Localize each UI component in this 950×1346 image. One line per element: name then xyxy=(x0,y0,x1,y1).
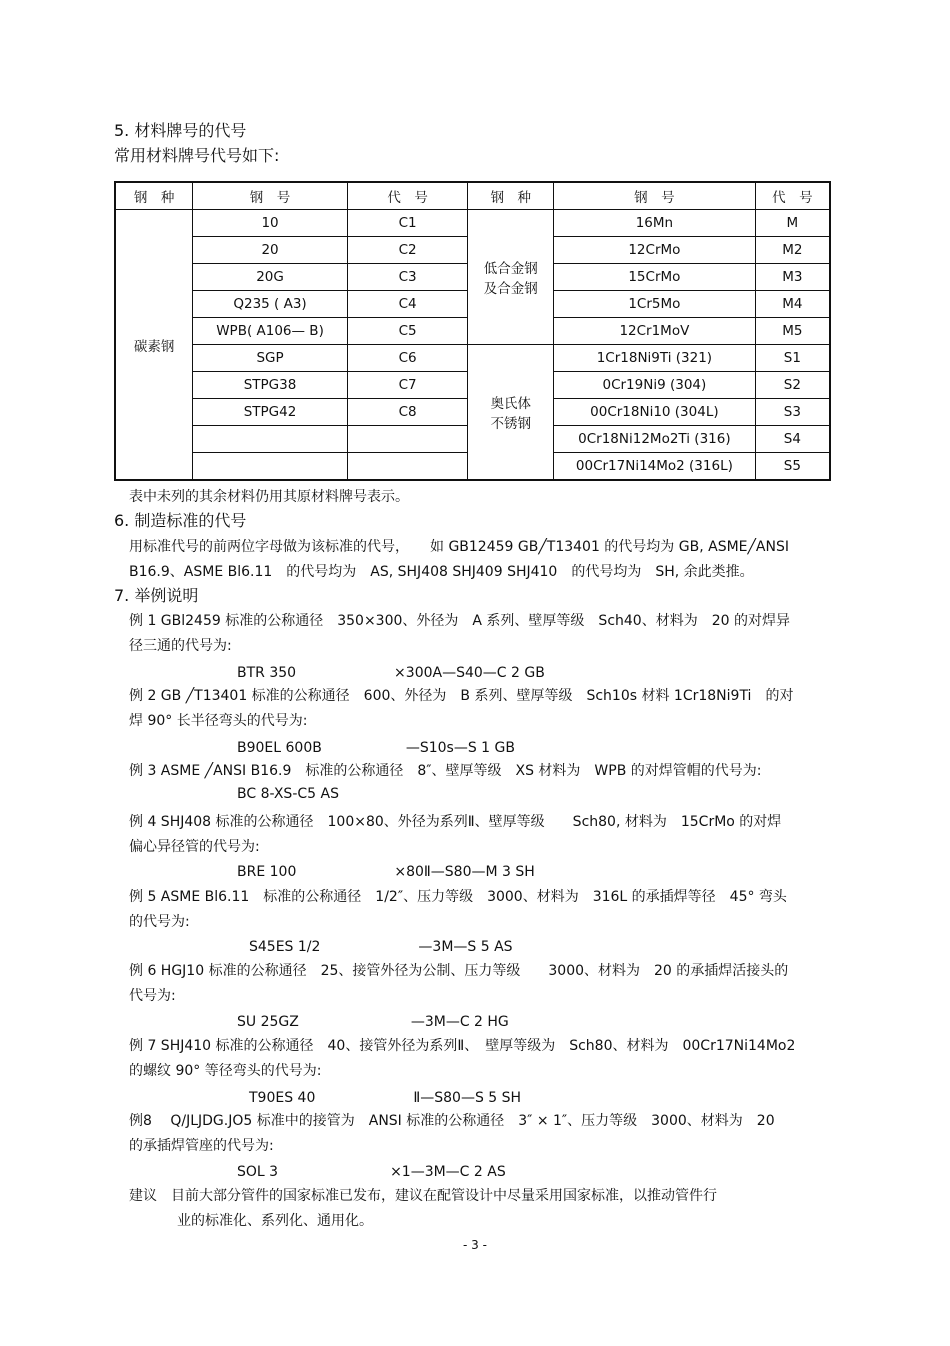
example-text: 例8 Q/JLJDG.JO5 标准中的接管为 ANSI 标准的公称通径 3″ × 1″、压力等级 3000、材料为 20 xyxy=(129,1113,775,1129)
header-cell: 钢 种 xyxy=(115,182,193,210)
section7-heading: 7. 举例说明 xyxy=(114,586,199,605)
header-cell: 钢 种 xyxy=(468,182,554,210)
code-cell: C1 xyxy=(347,210,468,237)
code-cell: S1 xyxy=(755,345,830,372)
grade-cell: 16Mn xyxy=(554,210,756,237)
code-cell: C7 xyxy=(347,372,468,399)
header-cell: 代 号 xyxy=(755,182,830,210)
group-carbon-steel: 碳素钢 xyxy=(115,210,193,481)
suggestion-line: 业的标准化、系列化、通用化。 xyxy=(177,1213,373,1229)
example-code: SU 25GZ —3M—C 2 HG xyxy=(237,1014,509,1030)
example-text: 的螺纹 90° 等径弯头的代号为: xyxy=(129,1063,322,1079)
code-cell: C4 xyxy=(347,291,468,318)
grade-cell: WPB( A106— B) xyxy=(193,318,348,345)
grade-cell: Q235 ( A3) xyxy=(193,291,348,318)
section6-line: 用标准代号的前两位字母做为该标准的代号， 如 GB12459 GB╱T13401 的代号均为 GB, ASME╱ANSI xyxy=(129,539,789,555)
grade-cell xyxy=(193,453,348,481)
grade-cell: 1Cr5Mo xyxy=(554,291,756,318)
example-text: 的承插焊管座的代号为: xyxy=(129,1138,274,1154)
section6-line: B16.9、ASME Bl6.11 的代号均为 AS, SHJ408 SHJ409 SHJ410 的代号均为 SH, 余此类推。 xyxy=(129,564,754,580)
grade-cell: 0Cr18Ni12Mo2Ti (316) xyxy=(554,426,756,453)
code-cell: M3 xyxy=(755,264,830,291)
example-text: 例 5 ASME Bl6.11 标准的公称通径 1/2″、压力等级 3000、材料为 316L 的承插焊等径 45° 弯头 xyxy=(129,889,787,905)
example-text: 例 6 HGJ10 标准的公称通径 25、接管外径为公制、压力等级 3000、材料为 20 的承插焊活接头的 xyxy=(129,963,789,979)
example-code: BC 8-XS-C5 AS xyxy=(237,786,339,802)
grade-cell: 12Cr1MoV xyxy=(554,318,756,345)
example-text: 偏心异径管的代号为: xyxy=(129,839,260,855)
group-label-line: 及合金钢 xyxy=(483,281,538,297)
example-text: 焊 90° 长半径弯头的代号为: xyxy=(129,713,308,729)
section5-heading: 5. 材料牌号的代号 xyxy=(114,121,247,140)
section6-heading: 6. 制造标准的代号 xyxy=(114,511,247,530)
page-number: - 3 - xyxy=(463,1238,487,1252)
example-text: 例 7 SHJ410 标准的公称通径 40、接管外径为系列Ⅱ、 壁厚等级为 Sch80、材料为 00Cr17Ni14Mo2 xyxy=(129,1038,796,1054)
example-code: B90EL 600B —S10s—S 1 GB xyxy=(237,740,515,756)
header-cell: 钢 号 xyxy=(554,182,756,210)
code-cell: M2 xyxy=(755,237,830,264)
group-label-line: 低合金钢 xyxy=(483,261,538,277)
table-row xyxy=(115,345,830,372)
code-cell xyxy=(347,426,468,453)
example-text: 代号为: xyxy=(129,988,176,1004)
group-label-line: 奥氏体 xyxy=(490,396,531,412)
suggestion-line: 建议 目前大部分管件的国家标准已发布，建议在配管设计中尽量采用国家标准，以推动管件行 xyxy=(129,1188,717,1204)
group-low-alloy-steel xyxy=(468,210,554,345)
example-text: 例 1 GBl2459 标准的公称通径 350×300、外径为 A 系列、壁厚等级 Sch40、材料为 20 的对焊异 xyxy=(129,613,790,629)
header-cell: 代 号 xyxy=(347,182,468,210)
example-text: 例 4 SHJ408 标准的公称通径 100×80、外径为系列Ⅱ、壁厚等级 Sch80, 材料为 15CrMo 的对焊 xyxy=(129,814,782,830)
code-cell: M5 xyxy=(755,318,830,345)
grade-cell: 00Cr17Ni14Mo2 (316L) xyxy=(554,453,756,481)
material-code-table xyxy=(114,181,831,481)
code-cell: S2 xyxy=(755,372,830,399)
grade-cell: 0Cr19Ni9 (304) xyxy=(554,372,756,399)
grade-cell: 12CrMo xyxy=(554,237,756,264)
example-code: BTR 350 ×300A—S40—C 2 GB xyxy=(237,665,545,681)
grade-cell: STPG42 xyxy=(193,399,348,426)
code-cell: C6 xyxy=(347,345,468,372)
example-code: BRE 100 ×80Ⅱ—S80—M 3 SH xyxy=(237,864,535,880)
grade-cell: 1Cr18Ni9Ti (321) xyxy=(554,345,756,372)
example-text: 的代号为: xyxy=(129,914,190,930)
code-cell: S4 xyxy=(755,426,830,453)
code-cell: C5 xyxy=(347,318,468,345)
example-code: T90ES 40 Ⅱ—S80—S 5 SH xyxy=(249,1090,522,1106)
example-code: S45ES 1/2 —3M—S 5 AS xyxy=(249,939,513,955)
example-code: SOL 3 ×1—3M—C 2 AS xyxy=(237,1164,506,1180)
code-cell: S5 xyxy=(755,453,830,481)
grade-cell: STPG38 xyxy=(193,372,348,399)
code-cell: M4 xyxy=(755,291,830,318)
group-austenitic-stainless xyxy=(468,345,554,481)
header-cell: 钢 号 xyxy=(193,182,348,210)
code-cell: M xyxy=(755,210,830,237)
example-text: 例 3 ASME ╱ANSI B16.9 标准的公称通径 8″、壁厚等级 XS 材料为 WPB 的对焊管帽的代号为: xyxy=(129,763,762,779)
table-header-row xyxy=(115,182,830,210)
grade-cell: 15CrMo xyxy=(554,264,756,291)
example-text: 例 2 GB ╱T13401 标准的公称通径 600、外径为 B 系列、壁厚等级 Sch10s 材料 1Cr18Ni9Ti 的对 xyxy=(129,688,794,704)
table-row xyxy=(115,210,830,237)
code-cell: S3 xyxy=(755,399,830,426)
code-cell xyxy=(347,453,468,481)
section5-intro: 常用材料牌号代号如下: xyxy=(114,146,280,165)
grade-cell: SGP xyxy=(193,345,348,372)
code-cell: C3 xyxy=(347,264,468,291)
example-text: 径三通的代号为: xyxy=(129,638,232,654)
table-note: 表中未列的其余材料仍用其原材料牌号表示。 xyxy=(129,489,409,505)
grade-cell: 10 xyxy=(193,210,348,237)
grade-cell: 20 xyxy=(193,237,348,264)
code-cell: C2 xyxy=(347,237,468,264)
code-cell: C8 xyxy=(347,399,468,426)
grade-cell: 20G xyxy=(193,264,348,291)
group-label-line: 不锈钢 xyxy=(490,416,531,432)
grade-cell: 00Cr18Ni10 (304L) xyxy=(554,399,756,426)
grade-cell xyxy=(193,426,348,453)
